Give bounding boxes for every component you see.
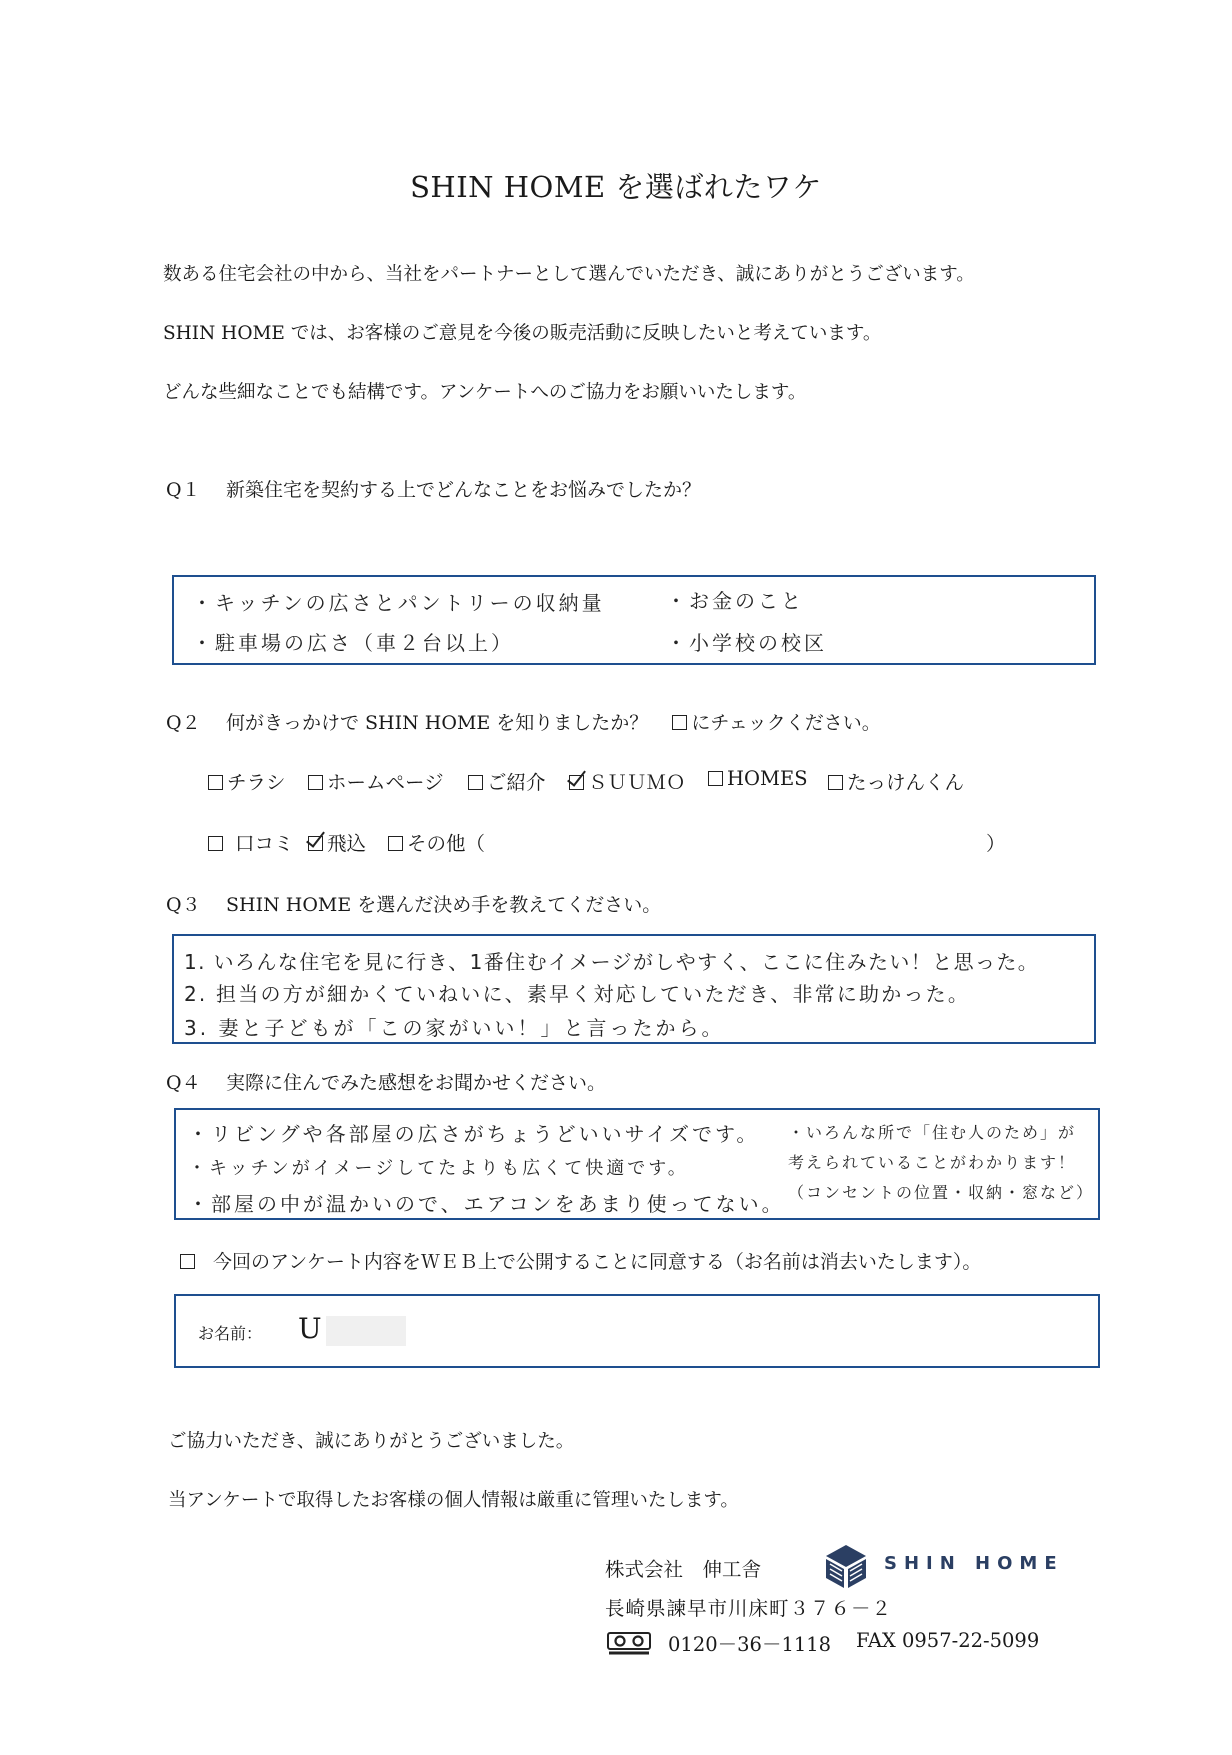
q1-answer-3: ・駐車場の広さ（車２台以上） xyxy=(192,631,514,655)
option-homepage-label: ホームページ xyxy=(327,771,444,794)
intro-line-3: どんな些細なことでも結構です。アンケートへのご協力をお願いいたします。 xyxy=(163,382,807,403)
q3-answer-3: 3. 妻と子どもが「この家がいい！」と言ったから。 xyxy=(184,1016,725,1040)
closing-thanks: ご協力いただき、誠にありがとうございました。 xyxy=(168,1431,575,1452)
option-other-label: その他（ xyxy=(407,832,486,855)
checkbox-chirashi[interactable] xyxy=(208,775,223,790)
option-other-close: ） xyxy=(986,832,1006,855)
page-title: SHIN HOME を選ばれたワケ xyxy=(410,170,822,204)
consent-checkbox[interactable] xyxy=(180,1254,195,1269)
q4-answer-left-3: ・部屋の中が温かいので、エアコンをあまり使ってない。 xyxy=(188,1192,785,1216)
checkbox-takkenkun[interactable] xyxy=(828,775,843,790)
option-homepage[interactable] xyxy=(308,767,444,795)
q4-answer-right-3: （コンセントの位置・収納・窓など） xyxy=(788,1183,1095,1202)
option-homes[interactable] xyxy=(708,767,808,790)
q4-number: Q４ xyxy=(166,1072,201,1094)
option-referral[interactable] xyxy=(468,767,546,795)
q3-number: Q３ xyxy=(166,894,201,916)
q4-answer-box[interactable] xyxy=(174,1108,1100,1220)
q2-question: 何がきっかけで SHIN HOME を知りましたか？ xyxy=(226,712,649,734)
option-suumo-label: ＳＵＵＭＯ xyxy=(588,771,686,794)
option-suumo[interactable] xyxy=(569,767,686,795)
company-phone: 0120－36－1118 xyxy=(668,1633,832,1656)
q3-answer-box[interactable] xyxy=(172,934,1096,1044)
option-chirashi-label: チラシ xyxy=(227,771,286,794)
shin-home-logo-text: SHIN HOME xyxy=(884,1553,1064,1574)
q1-answer-box[interactable] xyxy=(172,575,1096,665)
q1-question: 新築住宅を契約する上でどんなことをお悩みでしたか？ xyxy=(226,479,702,501)
q4-answer-left-1: ・リビングや各部屋の広さがちょうどいいサイズです。 xyxy=(188,1122,760,1146)
checkbox-homes[interactable] xyxy=(708,771,723,786)
checkbox-tobikomi[interactable] xyxy=(308,836,323,851)
shin-home-logo-icon xyxy=(822,1542,870,1590)
consent-row[interactable] xyxy=(180,1247,981,1274)
checkbox-sample-icon xyxy=(672,715,687,730)
company-name: 株式会社 伸工舎 xyxy=(605,1558,762,1581)
free-dial-icon xyxy=(607,1632,651,1658)
consent-text: 今回のアンケート内容をＷＥＢ上で公開することに同意する（お名前は消去いたします）。 xyxy=(213,1251,982,1273)
q2-instruction: にチェックください。 xyxy=(691,712,881,734)
q3-answer-2: 2. 担当の方が細かくていねいに、素早く対応していただき、非常に助かった。 xyxy=(184,982,971,1006)
q3-heading xyxy=(166,890,661,917)
company-address: 長崎県諫早市川床町３７６－２ xyxy=(605,1597,893,1620)
name-field-box[interactable] xyxy=(174,1294,1100,1368)
option-other[interactable] xyxy=(388,828,485,856)
q4-answer-left-2: ・キッチンがイメージしてたよりも広くて快適です。 xyxy=(188,1158,689,1179)
q2-number: Q２ xyxy=(166,712,201,734)
option-referral-label: ご紹介 xyxy=(487,771,546,794)
option-tobikomi[interactable] xyxy=(308,828,366,856)
checkbox-homepage[interactable] xyxy=(308,775,323,790)
option-tobikomi-label: 飛込 xyxy=(327,832,367,855)
checkbox-referral[interactable] xyxy=(468,775,483,790)
intro-line-2: SHIN HOME では、お客様のご意見を今後の販売活動に反映したいと考えています。 xyxy=(163,323,882,344)
q1-heading xyxy=(166,475,701,502)
name-value: U xyxy=(298,1312,322,1345)
checkbox-kuchikomi[interactable] xyxy=(208,836,223,851)
q4-heading xyxy=(166,1068,606,1095)
option-kuchikomi-label: 口コミ xyxy=(235,832,294,855)
closing-privacy: 当アンケートで取得したお客様の個人情報は厳重に管理いたします。 xyxy=(168,1490,739,1511)
q4-answer-right-1: ・いろんな所で「住む人のため」が xyxy=(788,1123,1077,1142)
q4-question: 実際に住んでみた感想をお聞かせください。 xyxy=(226,1072,607,1094)
option-takkenkun[interactable] xyxy=(828,767,964,795)
q4-answer-right-2: 考えられていることがわかります！ xyxy=(788,1153,1077,1172)
q1-answer-2: ・お金のこと xyxy=(666,589,804,613)
q3-question: SHIN HOME を選んだ決め手を教えてください。 xyxy=(226,894,662,916)
q2-heading xyxy=(166,708,881,735)
q1-number: Q１ xyxy=(166,479,201,501)
option-homes-label: HOMES xyxy=(727,767,808,790)
q1-answer-1: ・キッチンの広さとパントリーの収納量 xyxy=(192,591,605,615)
option-takkenkun-label: たっけんくん xyxy=(847,771,965,794)
option-kuchikomi[interactable] xyxy=(208,828,294,856)
checkbox-suumo[interactable] xyxy=(569,775,584,790)
q3-answer-1: 1. いろんな住宅を見に行き、1番住むイメージがしやすく、ここに住みたい！と思った。 xyxy=(184,950,1040,974)
name-label: お名前： xyxy=(198,1324,263,1343)
company-fax: FAX 0957-22-5099 xyxy=(856,1629,1040,1652)
checkbox-other[interactable] xyxy=(388,836,403,851)
option-chirashi[interactable] xyxy=(208,767,286,795)
q1-answer-4: ・小学校の校区 xyxy=(666,631,827,655)
intro-line-1: 数ある住宅会社の中から、当社をパートナーとして選んでいただき、誠にありがとうございます。 xyxy=(163,264,975,285)
name-redaction xyxy=(326,1316,406,1346)
